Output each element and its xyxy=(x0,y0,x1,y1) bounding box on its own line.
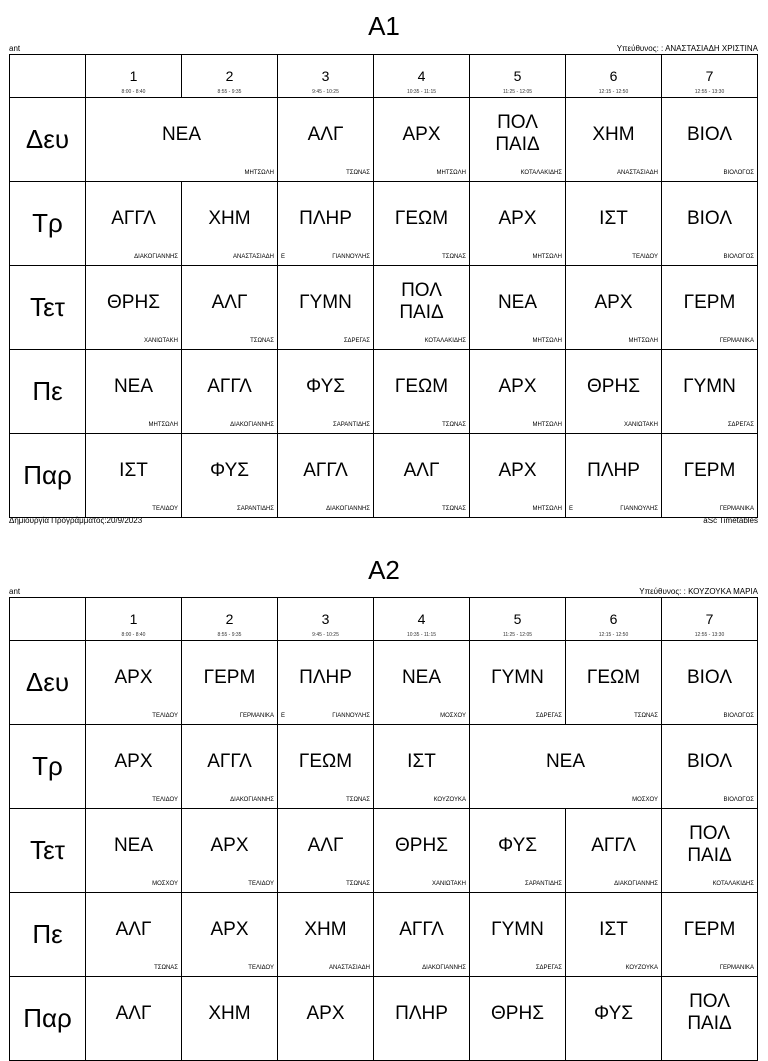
teacher-name: ΓΙΑΝΝΟΥΛΗΣ xyxy=(620,506,658,512)
teacher-name: ΣΔΡΕΓΑΣ xyxy=(535,965,562,971)
lesson-cell[interactable] xyxy=(86,182,182,266)
teacher-name: ΜΗΤΣΩΛΗ xyxy=(148,422,178,428)
teacher-name: ΓΕΡΜΑΝΙΚΑ xyxy=(719,965,754,971)
teacher-name: ΑΝΑΣΤΑΣΙΑΔΗ xyxy=(617,170,658,176)
lesson-cell[interactable] xyxy=(566,977,662,1061)
lesson-cell[interactable] xyxy=(566,809,662,893)
teacher-name: ΚΟΥΖΟΥΚΑ xyxy=(625,965,658,971)
lesson-cell[interactable] xyxy=(278,182,374,266)
day-label: Πε xyxy=(10,350,86,434)
subject-name: ΑΛΓ xyxy=(307,124,344,145)
subject-name: ΓΕΡΜ xyxy=(683,292,736,313)
group-label: Ε xyxy=(569,506,574,512)
teacher-name: ΒΙΟΛΟΓΟΣ xyxy=(723,797,754,803)
period-time: 11:25 - 12:05 xyxy=(502,632,533,638)
subject-name: ΘΡΗΣ xyxy=(395,835,448,856)
teacher-name: ΑΝΑΣΤΑΣΙΑΔΗ xyxy=(233,254,274,260)
lesson-cell[interactable] xyxy=(662,434,758,518)
lesson-cell[interactable] xyxy=(86,434,182,518)
teacher-name: ΓΕΡΜΑΝΙΚΑ xyxy=(719,506,754,512)
period-header xyxy=(566,598,662,641)
class-label: ant xyxy=(9,44,21,53)
timetable-title: A1 xyxy=(368,11,400,41)
teacher-name: ΚΟΤΑΛΑΚΙΔΗΣ xyxy=(520,170,562,176)
subject-name: ΑΛΓ xyxy=(403,460,440,481)
period-time: 11:25 - 12:05 xyxy=(502,89,533,95)
period-number: 6 xyxy=(609,68,618,84)
lesson-cell[interactable] xyxy=(662,809,758,893)
day-label: Πε xyxy=(10,893,86,977)
lesson-cell[interactable] xyxy=(278,266,374,350)
subject-name: ΠΟΛ ΠΑΙΔ xyxy=(687,991,732,1034)
teacher-name: ΤΕΛΙΔΟΥ xyxy=(152,797,178,803)
timetable-grid xyxy=(9,54,758,518)
period-header xyxy=(278,55,374,98)
table-row xyxy=(10,725,758,809)
creation-date: Δημιουργία Προγράμματος:20/9/2023 xyxy=(9,516,143,525)
teacher-name: ΚΟΤΑΛΑΚΙΔΗΣ xyxy=(424,338,466,344)
teacher-name: ΤΕΛΙΔΟΥ xyxy=(152,713,178,719)
lesson-cell[interactable] xyxy=(470,182,566,266)
subject-name: ΑΛΓ xyxy=(211,292,248,313)
lesson-cell[interactable] xyxy=(470,434,566,518)
lesson-cell[interactable] xyxy=(662,725,758,809)
teacher-name: ΤΕΛΙΔΟΥ xyxy=(152,506,178,512)
teacher-name: ΧΑΝΙΩΤΑΚΗ xyxy=(431,881,466,887)
subject-name: ΦΥΣ xyxy=(210,460,249,481)
teacher-name: ΣΔΡΕΓΑΣ xyxy=(535,713,562,719)
period-header xyxy=(470,598,566,641)
lesson-cell[interactable] xyxy=(566,434,662,518)
day-label: Δευ xyxy=(10,641,86,725)
teacher-name: ΜΗΤΣΩΛΗ xyxy=(532,422,562,428)
responsible-teacher: Υπεύθυνος: : ΚΟΥΖΟΥΚΑ ΜΑΡΙΑ xyxy=(639,587,758,596)
period-number: 2 xyxy=(225,68,234,84)
subject-name: ΘΡΗΣ xyxy=(587,376,640,397)
lesson-cell[interactable] xyxy=(470,641,566,725)
teacher-name: ΚΟΥΖΟΥΚΑ xyxy=(433,797,466,803)
teacher-name: ΓΕΡΜΑΝΙΚΑ xyxy=(239,713,274,719)
subject-name: ΑΓΓΛ xyxy=(303,460,348,481)
period-time: 12:55 - 13:30 xyxy=(694,89,725,95)
teacher-name: ΣΑΡΑΝΤΙΔΗΣ xyxy=(333,422,370,428)
lesson-cell[interactable] xyxy=(86,98,278,182)
subject-name: ΠΛΗΡ xyxy=(299,667,352,688)
period-time: 10:35 - 11:15 xyxy=(406,89,437,95)
table-row xyxy=(10,809,758,893)
subject-name: ΓΕΡΜ xyxy=(203,667,256,688)
subject-name: ΑΡΧ xyxy=(594,292,633,313)
subject-name: ΓΕΡΜ xyxy=(683,460,736,481)
subject-name: ΘΡΗΣ xyxy=(107,292,160,313)
teacher-name: ΜΗΤΣΩΛΗ xyxy=(628,338,658,344)
teacher-name: ΣΑΡΑΝΤΙΔΗΣ xyxy=(525,881,562,887)
period-header xyxy=(374,598,470,641)
table-row xyxy=(10,977,758,1061)
subject-name: ΙΣΤ xyxy=(407,751,436,772)
lesson-cell[interactable] xyxy=(374,98,470,182)
period-header xyxy=(662,598,758,641)
class-label: ant xyxy=(9,587,21,596)
lesson-cell[interactable] xyxy=(374,266,470,350)
teacher-name: ΔΙΑΚΟΓΙΑΝΝΗΣ xyxy=(134,254,178,260)
period-time: 8:55 - 9:35 xyxy=(217,89,242,95)
subject-name: ΠΟΛ ΠΑΙΔ xyxy=(495,112,540,155)
lesson-cell[interactable] xyxy=(470,725,662,809)
lesson-cell[interactable] xyxy=(374,809,470,893)
teacher-name: ΜΟΣΧΟΥ xyxy=(152,881,178,887)
table-row xyxy=(10,182,758,266)
lesson-cell[interactable] xyxy=(662,977,758,1061)
subject-name: ΙΣΤ xyxy=(599,919,628,940)
subject-name: ΠΟΛ ΠΑΙΔ xyxy=(399,280,444,323)
lesson-cell[interactable] xyxy=(566,893,662,977)
lesson-cell[interactable] xyxy=(374,182,470,266)
subject-name: ΦΥΣ xyxy=(498,835,537,856)
teacher-name: ΤΣΩΝΑΣ xyxy=(346,170,370,176)
period-number: 3 xyxy=(321,68,330,84)
lesson-cell[interactable] xyxy=(86,725,182,809)
period-number: 2 xyxy=(225,611,234,627)
lesson-cell[interactable] xyxy=(182,182,278,266)
period-time: 9:45 - 10:25 xyxy=(312,89,339,95)
corner-cell xyxy=(10,598,86,641)
subject-name: ΑΓΓΛ xyxy=(591,835,636,856)
subject-name: ΒΙΟΛ xyxy=(686,208,733,229)
teacher-name: ΚΟΤΑΛΑΚΙΔΗΣ xyxy=(712,881,754,887)
teacher-name: ΤΕΛΙΔΟΥ xyxy=(248,881,274,887)
subject-name: ΑΓΓΛ xyxy=(207,751,252,772)
day-label: Δευ xyxy=(10,98,86,182)
subject-name: ΑΡΧ xyxy=(114,751,153,772)
lesson-cell[interactable] xyxy=(470,266,566,350)
responsible-teacher: Υπεύθυνος: : ΑΝΑΣΤΑΣΙΑΔΗ ΧΡΙΣΤΙΝΑ xyxy=(616,44,758,53)
lesson-cell[interactable] xyxy=(182,266,278,350)
lesson-cell[interactable] xyxy=(278,893,374,977)
teacher-name: ΣΔΡΕΓΑΣ xyxy=(727,422,754,428)
period-header xyxy=(86,598,182,641)
period-time: 9:45 - 10:25 xyxy=(312,632,339,638)
subject-name: ΑΡΧ xyxy=(402,124,441,145)
period-header xyxy=(374,55,470,98)
period-time: 12:55 - 13:30 xyxy=(694,632,725,638)
lesson-cell[interactable] xyxy=(278,809,374,893)
subject-name: ΠΛΗΡ xyxy=(395,1003,448,1024)
subject-name: ΓΕΩΜ xyxy=(394,208,449,229)
period-time: 12:15 - 12:50 xyxy=(598,632,629,638)
period-time: 8:55 - 9:35 xyxy=(217,632,242,638)
period-time: 12:15 - 12:50 xyxy=(598,89,629,95)
lesson-cell[interactable] xyxy=(182,434,278,518)
subject-name: ΑΛΓ xyxy=(307,835,344,856)
subject-name: ΠΛΗΡ xyxy=(587,460,640,481)
lesson-cell[interactable] xyxy=(278,977,374,1061)
lesson-cell[interactable] xyxy=(86,266,182,350)
teacher-name: ΔΙΑΚΟΓΙΑΝΝΗΣ xyxy=(230,422,274,428)
lesson-cell[interactable] xyxy=(86,641,182,725)
lesson-cell[interactable] xyxy=(566,98,662,182)
teacher-name: ΤΣΩΝΑΣ xyxy=(442,422,466,428)
lesson-cell[interactable] xyxy=(86,893,182,977)
day-label: Τετ xyxy=(10,266,86,350)
lesson-cell[interactable] xyxy=(566,641,662,725)
teacher-name: ΤΣΩΝΑΣ xyxy=(442,254,466,260)
lesson-cell[interactable] xyxy=(470,893,566,977)
lesson-cell[interactable] xyxy=(278,350,374,434)
teacher-name: ΜΟΣΧΟΥ xyxy=(440,713,466,719)
period-number: 7 xyxy=(705,611,714,627)
subject-name: ΓΥΜΝ xyxy=(491,667,544,688)
table-row xyxy=(10,893,758,977)
period-number: 5 xyxy=(513,68,522,84)
subject-name: ΑΡΧ xyxy=(210,919,249,940)
lesson-cell[interactable] xyxy=(182,725,278,809)
subject-name: ΓΕΡΜ xyxy=(683,919,736,940)
lesson-cell[interactable] xyxy=(470,809,566,893)
period-header xyxy=(278,598,374,641)
day-label: Παρ xyxy=(10,434,86,518)
period-header xyxy=(662,55,758,98)
teacher-name: ΔΙΑΚΟΓΙΑΝΝΗΣ xyxy=(326,506,370,512)
teacher-name: ΧΑΝΙΩΤΑΚΗ xyxy=(143,338,178,344)
subject-name: ΓΥΜΝ xyxy=(491,919,544,940)
teacher-name: ΜΗΤΣΩΛΗ xyxy=(436,170,466,176)
lesson-cell[interactable] xyxy=(470,98,566,182)
teacher-name: ΤΣΩΝΑΣ xyxy=(346,881,370,887)
subject-name: ΧΗΜ xyxy=(592,124,635,145)
subject-name: ΦΥΣ xyxy=(306,376,345,397)
lesson-cell[interactable] xyxy=(374,977,470,1061)
day-label: Τετ xyxy=(10,809,86,893)
lesson-cell[interactable] xyxy=(662,641,758,725)
subject-name: ΑΡΧ xyxy=(498,376,537,397)
teacher-name: ΑΝΑΣΤΑΣΙΑΔΗ xyxy=(329,965,370,971)
teacher-name: ΜΗΤΣΩΛΗ xyxy=(532,254,562,260)
subject-name: ΑΓΓΛ xyxy=(207,376,252,397)
subject-name: ΘΡΗΣ xyxy=(491,1003,544,1024)
period-number: 4 xyxy=(417,611,426,627)
lesson-cell[interactable] xyxy=(182,809,278,893)
teacher-name: ΤΕΛΙΔΟΥ xyxy=(248,965,274,971)
teacher-name: ΤΣΩΝΑΣ xyxy=(154,965,178,971)
subject-name: ΝΕΑ xyxy=(401,667,442,688)
period-time: 8:00 - 8:40 xyxy=(121,632,146,638)
subject-name: ΓΕΩΜ xyxy=(298,751,353,772)
teacher-name: ΔΙΑΚΟΓΙΑΝΝΗΣ xyxy=(422,965,466,971)
lesson-cell[interactable] xyxy=(566,182,662,266)
lesson-cell[interactable] xyxy=(470,350,566,434)
period-header xyxy=(86,55,182,98)
lesson-cell[interactable] xyxy=(182,350,278,434)
subject-name: ΙΣΤ xyxy=(599,208,628,229)
corner-cell xyxy=(10,55,86,98)
lesson-cell[interactable] xyxy=(566,266,662,350)
teacher-name: ΒΙΟΛΟΓΟΣ xyxy=(723,713,754,719)
teacher-name: ΣΑΡΑΝΤΙΔΗΣ xyxy=(237,506,274,512)
lesson-cell[interactable] xyxy=(662,98,758,182)
lesson-cell[interactable] xyxy=(374,350,470,434)
subject-name: ΑΡΧ xyxy=(210,835,249,856)
period-header xyxy=(566,55,662,98)
subject-name: ΦΥΣ xyxy=(594,1003,633,1024)
lesson-cell[interactable] xyxy=(86,977,182,1061)
period-header xyxy=(182,55,278,98)
lesson-cell[interactable] xyxy=(662,893,758,977)
lesson-cell[interactable] xyxy=(182,641,278,725)
period-number: 5 xyxy=(513,611,522,627)
subject-name: ΓΥΜΝ xyxy=(299,292,352,313)
table-row xyxy=(10,434,758,518)
subject-name: ΝΕΑ xyxy=(497,292,538,313)
period-number: 4 xyxy=(417,68,426,84)
subject-name: ΓΕΩΜ xyxy=(586,667,641,688)
lesson-cell[interactable] xyxy=(374,641,470,725)
subject-name: ΧΗΜ xyxy=(208,1003,251,1024)
lesson-cell[interactable] xyxy=(278,434,374,518)
teacher-name: ΤΕΛΙΔΟΥ xyxy=(632,254,658,260)
period-number: 3 xyxy=(321,611,330,627)
lesson-cell[interactable] xyxy=(278,725,374,809)
period-number: 6 xyxy=(609,611,618,627)
teacher-name: ΜΗΤΣΩΛΗ xyxy=(532,506,562,512)
software-credit: aSc Timetables xyxy=(703,516,758,525)
period-time: 8:00 - 8:40 xyxy=(121,89,146,95)
lesson-cell[interactable] xyxy=(374,893,470,977)
subject-name: ΝΕΑ xyxy=(113,376,154,397)
teacher-name: ΤΣΩΝΑΣ xyxy=(634,713,658,719)
subject-name: ΝΕΑ xyxy=(545,751,586,772)
table-row xyxy=(10,98,758,182)
teacher-name: ΜΟΣΧΟΥ xyxy=(632,797,658,803)
teacher-name: ΤΣΩΝΑΣ xyxy=(346,797,370,803)
day-label: Παρ xyxy=(10,977,86,1061)
subject-name: ΒΙΟΛ xyxy=(686,124,733,145)
lesson-cell[interactable] xyxy=(278,98,374,182)
period-number: 7 xyxy=(705,68,714,84)
period-header xyxy=(470,55,566,98)
period-time: 10:35 - 11:15 xyxy=(406,632,437,638)
subject-name: ΓΥΜΝ xyxy=(683,376,736,397)
teacher-name: ΒΙΟΛΟΓΟΣ xyxy=(723,254,754,260)
subject-name: ΠΟΛ ΠΑΙΔ xyxy=(687,823,732,866)
table-row xyxy=(10,266,758,350)
lesson-cell[interactable] xyxy=(470,977,566,1061)
subject-name: ΒΙΟΛ xyxy=(686,667,733,688)
teacher-name: ΤΣΩΝΑΣ xyxy=(442,506,466,512)
lesson-cell[interactable] xyxy=(278,641,374,725)
teacher-name: ΔΙΑΚΟΓΙΑΝΝΗΣ xyxy=(614,881,658,887)
timetable-grid xyxy=(9,597,758,1061)
subject-name: ΑΡΧ xyxy=(498,460,537,481)
subject-name: ΑΡΧ xyxy=(306,1003,345,1024)
teacher-name: ΜΗΤΣΩΛΗ xyxy=(532,338,562,344)
subject-name: ΧΗΜ xyxy=(208,208,251,229)
period-number: 1 xyxy=(129,611,138,627)
subject-name: ΝΕΑ xyxy=(113,835,154,856)
day-label: Τρ xyxy=(10,182,86,266)
day-label: Τρ xyxy=(10,725,86,809)
lesson-cell[interactable] xyxy=(662,266,758,350)
period-header xyxy=(182,598,278,641)
lesson-cell[interactable] xyxy=(86,350,182,434)
teacher-name: ΓΕΡΜΑΝΙΚΑ xyxy=(719,338,754,344)
subject-name: ΠΛΗΡ xyxy=(299,208,352,229)
teacher-name: ΔΙΑΚΟΓΙΑΝΝΗΣ xyxy=(230,797,274,803)
period-number: 1 xyxy=(129,68,138,84)
teacher-name: ΓΙΑΝΝΟΥΛΗΣ xyxy=(332,254,370,260)
timetable-title: A2 xyxy=(368,555,400,585)
lesson-cell[interactable] xyxy=(374,434,470,518)
subject-name: ΙΣΤ xyxy=(119,460,148,481)
subject-name: ΑΓΓΛ xyxy=(111,208,156,229)
lesson-cell[interactable] xyxy=(182,977,278,1061)
teacher-name: ΜΗΤΣΩΛΗ xyxy=(244,170,274,176)
subject-name: ΓΕΩΜ xyxy=(394,376,449,397)
group-label: Ε xyxy=(281,254,286,260)
subject-name: ΒΙΟΛ xyxy=(686,751,733,772)
lesson-cell[interactable] xyxy=(182,893,278,977)
teacher-name: ΤΣΩΝΑΣ xyxy=(250,338,274,344)
lesson-cell[interactable] xyxy=(566,350,662,434)
subject-name: ΑΡΧ xyxy=(498,208,537,229)
subject-name: ΑΓΓΛ xyxy=(399,919,444,940)
teacher-name: ΓΙΑΝΝΟΥΛΗΣ xyxy=(332,713,370,719)
lesson-cell[interactable] xyxy=(662,182,758,266)
subject-name: ΑΛΓ xyxy=(115,1003,152,1024)
group-label: Ε xyxy=(281,713,286,719)
lesson-cell[interactable] xyxy=(662,350,758,434)
lesson-cell[interactable] xyxy=(86,809,182,893)
subject-name: ΧΗΜ xyxy=(304,919,347,940)
subject-name: ΑΛΓ xyxy=(115,919,152,940)
teacher-name: ΧΑΝΙΩΤΑΚΗ xyxy=(623,422,658,428)
table-row xyxy=(10,641,758,725)
subject-name: ΝΕΑ xyxy=(161,124,202,145)
teacher-name: ΣΔΡΕΓΑΣ xyxy=(343,338,370,344)
lesson-cell[interactable] xyxy=(374,725,470,809)
teacher-name: ΒΙΟΛΟΓΟΣ xyxy=(723,170,754,176)
subject-name: ΑΡΧ xyxy=(114,667,153,688)
table-row xyxy=(10,350,758,434)
